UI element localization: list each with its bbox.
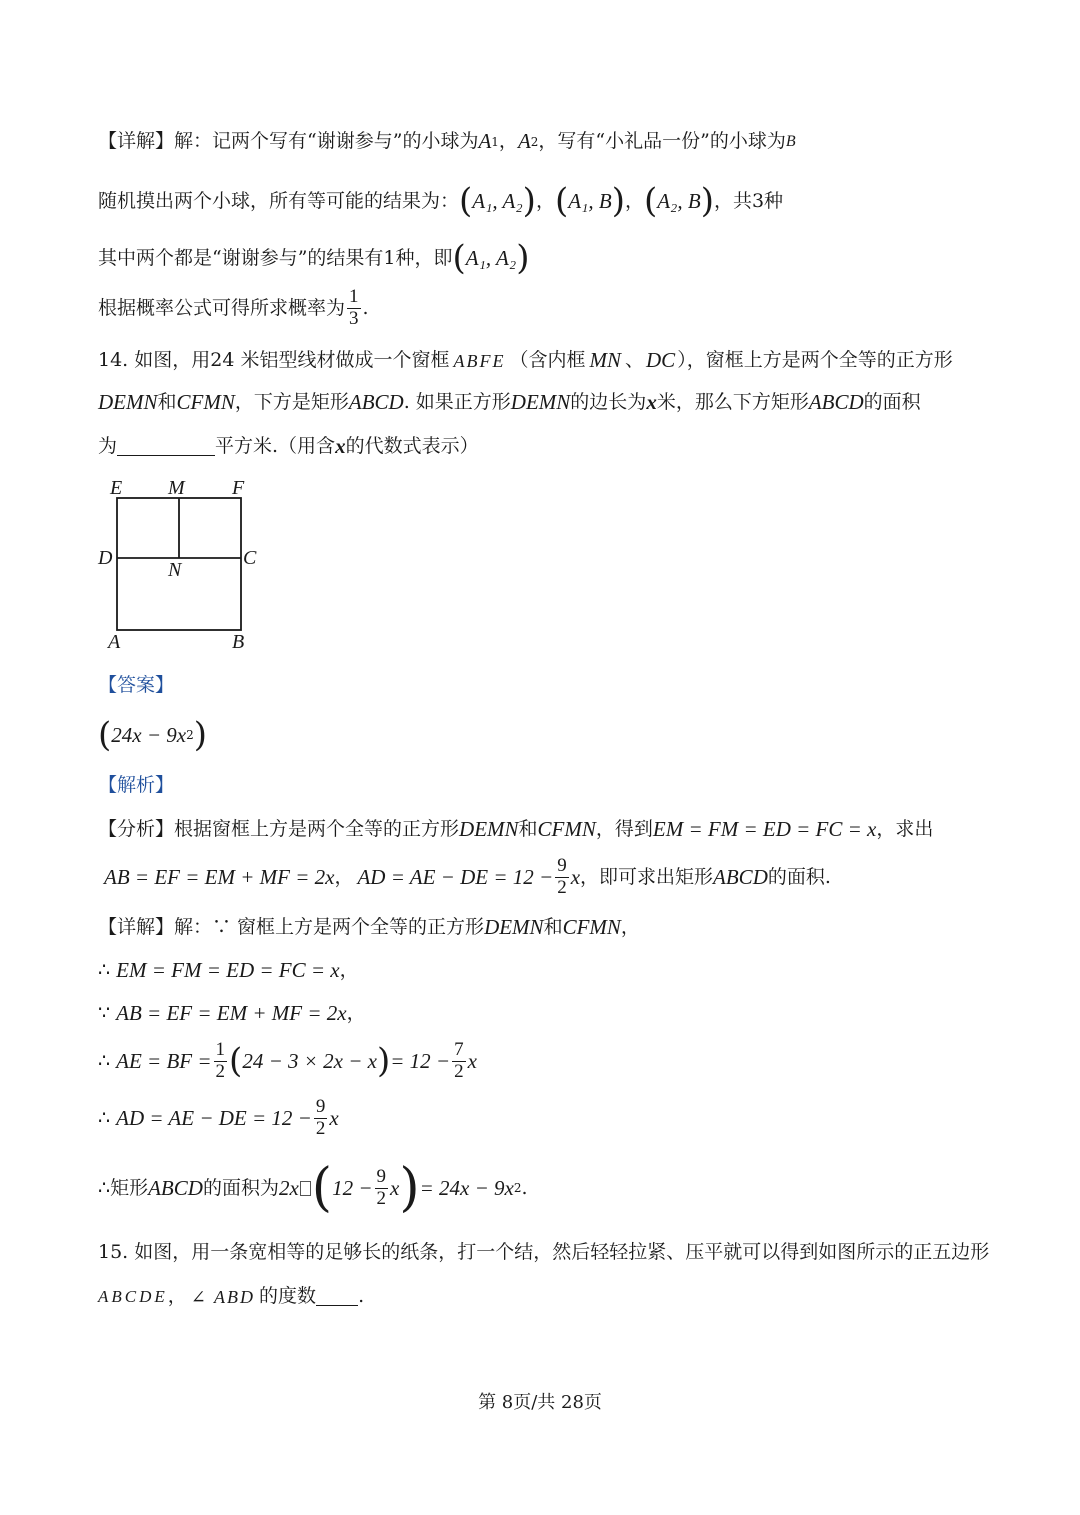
q14-x: x (646, 390, 657, 414)
fenxi-text: ，即可求出矩形 (580, 865, 714, 888)
favorable-line (98, 238, 530, 278)
step-5-fraction (375, 1167, 389, 1210)
detail-line-1 (98, 131, 796, 152)
paren-close: ) (193, 715, 207, 755)
fenxi-text: ， (334, 865, 354, 888)
detail-text-2: ，写有“小礼品一份”的小球为 (538, 130, 786, 152)
fenxi-text: 和 (518, 818, 538, 840)
label-n: N (168, 559, 182, 581)
step-5-text: 的面积为 (202, 1176, 279, 1199)
fenxi-eq2: AB = EF = EM + MF = 2x (104, 864, 335, 889)
fraction-denominator: 2 (557, 876, 567, 898)
step-4-eq: AD = AE − DE = 12 − (116, 1105, 312, 1130)
fenxi-cfmn: CFMN (537, 817, 596, 841)
fraction-numerator: 9 (376, 1165, 386, 1187)
xiangjie-text: 解：∵ 窗框上方是两个全等的正方形 (174, 916, 485, 938)
probability-fraction (347, 287, 361, 330)
q14-text: （含内框 (509, 349, 586, 371)
fraction-numerator: 7 (454, 1039, 464, 1060)
probability-text: 根据概率公式可得所求概率为 (98, 296, 346, 319)
q15-text: 的度数 (259, 1285, 317, 1307)
step-2 (98, 1003, 366, 1024)
therefore-symbol: ∴ (98, 1106, 111, 1129)
var-a1: A (478, 129, 492, 153)
fraction-denominator: 2 (376, 1187, 386, 1209)
paren-open: ( (452, 238, 466, 278)
step-3 (98, 1040, 477, 1083)
favorable-text: 其中两个都是“谢谢参与”的结果有1种，即 (98, 246, 453, 269)
q14-mn: MN (589, 348, 621, 372)
q14-line-3 (98, 436, 479, 457)
q14-text: 米，那么下方矩形 (656, 391, 809, 413)
outcomes-text: 随机摸出两个小球，所有等可能的结果为： (98, 189, 460, 212)
q14-demn: DEMN (510, 390, 571, 414)
paren-close: ) (700, 181, 714, 221)
period: . (521, 1176, 528, 1199)
paren-open: ( (554, 181, 569, 221)
paren-close: ) (611, 181, 625, 221)
fenxi-eq3-var: x (570, 864, 581, 889)
var-a2: A (517, 129, 531, 153)
q14-abcd: ABCD (348, 390, 404, 414)
fraction-denominator: 2 (315, 1117, 326, 1139)
step-2-eq: AB = EF = EM + MF = 2x (116, 1001, 347, 1025)
fenxi-demn: DEMN (459, 817, 519, 841)
q15-line-2 (98, 1287, 364, 1306)
step-4 (98, 1097, 339, 1140)
paren-open: ( (643, 181, 658, 221)
outcomes-count: ，共3种 (713, 189, 784, 212)
step-3-fraction-2 (452, 1040, 466, 1083)
outcome-1: A₁, A₂ (472, 188, 523, 213)
fenxi-label: 【分析】 (98, 818, 175, 840)
step-5-inner: 12 − (332, 1175, 373, 1200)
answer-expression: 24x − 9x (111, 722, 187, 747)
paren-open: ( (98, 715, 112, 755)
xiangjie-line-1 (98, 917, 640, 938)
therefore-symbol: ∴ (98, 1176, 111, 1199)
fraction-numerator: 1 (215, 1039, 226, 1060)
var-b: B (785, 132, 796, 150)
page-footer: 第 8页/共 28页 (478, 1392, 602, 1413)
step-5-text: 矩形 (110, 1176, 149, 1199)
fenxi-eq1: EM = FM = ED = FC = x (652, 817, 877, 841)
q15-abcde: ABCDE (98, 1287, 168, 1306)
separator: ， (498, 130, 518, 152)
fraction-denominator: 2 (454, 1060, 464, 1082)
label-f: F (232, 477, 245, 499)
therefore-symbol: ∴ (98, 1049, 111, 1072)
var-a2-sub: 2 (530, 134, 539, 149)
q14-text: 为 (98, 435, 118, 457)
outcome-3: A₂, B (657, 188, 701, 213)
xiangjie-demn: DEMN (484, 915, 544, 939)
fenxi-line-1 (98, 819, 933, 840)
because-symbol: ∵ (98, 1002, 111, 1024)
q14-text: 的边长为 (570, 391, 647, 413)
answer-blank[interactable] (117, 437, 215, 456)
paren-close: ) (399, 1158, 420, 1218)
step-5-result: = 24x − 9x (419, 1175, 514, 1200)
q14-line-1 (98, 350, 953, 371)
detail-text: 解：记两个写有“谢谢参与”的小球为 (174, 130, 479, 152)
paren-open: ( (459, 181, 473, 221)
q14-text: . 如果正方形 (403, 391, 511, 413)
q14-text: ），窗框上方是两个全等的正方形 (677, 349, 953, 371)
q14-text: 和 (157, 391, 177, 413)
q15-text: ， (167, 1285, 187, 1307)
fenxi-text: ，得到 (595, 818, 653, 840)
paren-open: ( (311, 1158, 333, 1218)
step-1 (98, 960, 359, 981)
fenxi-line-2 (104, 856, 831, 899)
label-a: A (108, 631, 121, 653)
paren-open: ( (229, 1041, 243, 1082)
q14-cfmn: CFMN (176, 390, 235, 414)
probability-line (98, 287, 369, 330)
label-m: M (168, 477, 185, 499)
paren-close: ) (516, 238, 530, 278)
step-5-factor: 2x (278, 1175, 299, 1200)
fenxi-text: 的面积. (767, 865, 831, 888)
step-3-var: x (467, 1048, 477, 1073)
fraction-numerator: 9 (315, 1096, 326, 1117)
answer-blank[interactable] (316, 1287, 358, 1306)
favorable-outcome: A₁, A₂ (465, 245, 517, 270)
q14-text: 14. 如图，用24 米铝型线材做成一个窗框 (98, 349, 450, 371)
fraction-numerator: 1 (349, 286, 359, 307)
q14-text: 、 (624, 349, 644, 371)
period: . (362, 296, 369, 319)
step-4-fraction (314, 1097, 328, 1140)
q14-text: 的代数式表示） (345, 435, 479, 457)
paren-close: ) (376, 1041, 391, 1082)
xiangjie-text: ， (620, 916, 640, 938)
answer-line (98, 715, 207, 755)
xiangjie-label: 【详解】 (98, 916, 175, 938)
fenxi-fraction (555, 856, 569, 899)
comma: ， (339, 959, 359, 981)
answer-exponent: 2 (186, 728, 194, 742)
q14-dc: DC (646, 348, 676, 372)
step-1-eq: EM = FM = ED = FC = x (116, 958, 340, 982)
step-5-exponent: 2 (513, 1181, 522, 1195)
step-3-inner: 24 − 3 × 2x − x (242, 1048, 377, 1073)
analysis-heading: 【解析】 (98, 774, 175, 796)
xiangjie-cfmn: CFMN (562, 915, 621, 939)
fenxi-eq3: AD = AE − DE = 12 − (357, 864, 554, 889)
var-a1-sub: 1 (491, 134, 499, 149)
comma: ， (624, 189, 644, 212)
step-5 (98, 1158, 528, 1218)
q14-text: 平方米.（用含 (215, 435, 336, 457)
fraction-numerator: 9 (557, 855, 567, 876)
label-e: E (110, 477, 123, 499)
label-c: C (243, 547, 257, 569)
q14-line-2 (98, 392, 921, 413)
q14-abfe: ABFE (453, 350, 506, 371)
step-5-var: x (390, 1175, 400, 1200)
missing-glyph-icon (300, 1181, 311, 1196)
step-4-var: x (329, 1105, 339, 1130)
q14-text: 的面积 (863, 391, 921, 413)
step-5-abcd: ABCD (148, 1175, 203, 1200)
answer-heading: 【答案】 (98, 674, 175, 696)
fraction-denominator: 3 (349, 307, 359, 329)
outcomes-line (98, 181, 784, 221)
q14-demn: DEMN (98, 390, 158, 414)
outcome-2: A₁, B (568, 188, 612, 213)
q14-abcd: ABCD (808, 390, 864, 414)
comma: ， (535, 189, 555, 212)
xiangjie-text: 和 (543, 916, 563, 938)
q15-angle: ∠ ABD (190, 1286, 256, 1307)
q14-text: ，下方是矩形 (234, 391, 349, 413)
comma: ， (346, 1002, 366, 1024)
step-3-fraction (214, 1040, 228, 1083)
label-b: B (232, 631, 245, 653)
window-frame-figure (90, 472, 280, 657)
step-3-eq: AE = BF = (116, 1048, 212, 1073)
step-3-eq: = 12 − (390, 1048, 451, 1073)
paren-close: ) (522, 181, 536, 221)
detail-label: 【详解】 (98, 130, 175, 152)
therefore-symbol: ∴ (98, 959, 111, 981)
fenxi-text: 根据窗框上方是两个全等的正方形 (174, 818, 460, 840)
label-d: D (98, 547, 113, 569)
fenxi-text: ，求出 (876, 818, 934, 840)
fenxi-abcd: ABCD (713, 864, 768, 889)
period: . (358, 1285, 365, 1307)
q15-line-1: 15. 如图，用一条宽相等的足够长的纸条，打一个结，然后轻轻拉紧、压平就可以得到如图所示的正五边形 (98, 1241, 990, 1263)
q14-x: x (335, 434, 346, 458)
fraction-denominator: 2 (215, 1060, 226, 1082)
